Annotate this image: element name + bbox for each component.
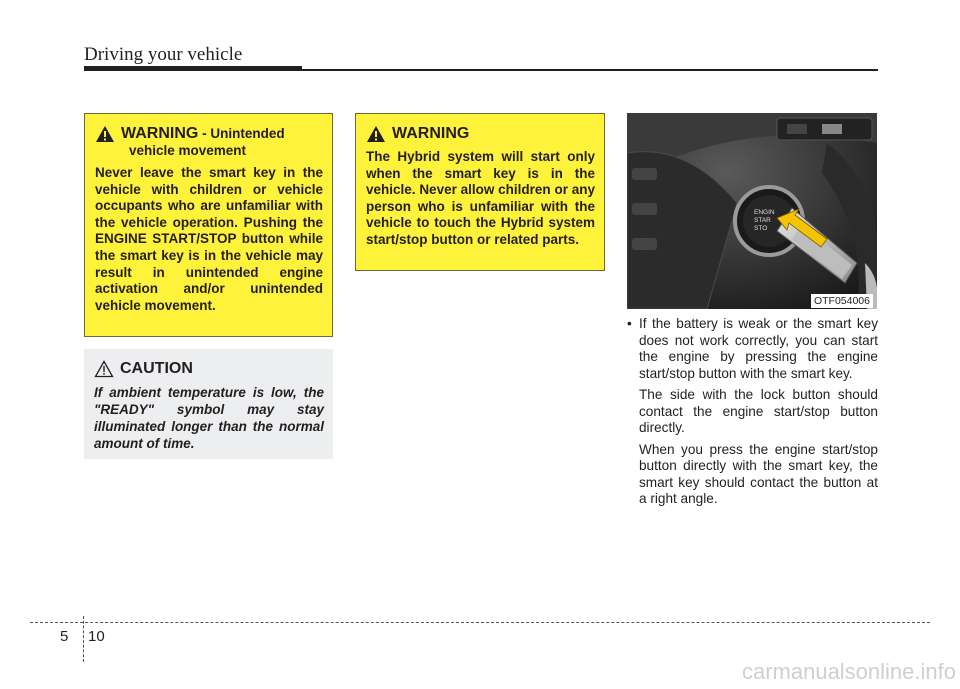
watermark: carmanualsonline.info <box>741 659 956 684</box>
caution-body: If ambient temperature is low, the "READY" symbol may stay illuminated longer than the normal amount of time. <box>94 385 324 451</box>
caution-heading-label: CAUTION <box>120 360 193 377</box>
button-label-1: ENGIN <box>754 209 775 216</box>
section-title: Driving your vehicle <box>84 44 243 65</box>
header-rule-thin <box>302 69 878 71</box>
warning-box-hybrid-system <box>355 113 605 271</box>
warning-heading-cont: vehicle movement <box>129 143 247 158</box>
footer-divider <box>83 616 84 662</box>
instructions <box>627 316 878 508</box>
warning-triangle-icon <box>366 125 386 143</box>
page-number: 10 <box>88 628 105 645</box>
warning-heading-label: WARNING <box>121 125 199 142</box>
chapter-number: 5 <box>60 628 69 645</box>
caution-triangle-icon <box>94 360 114 378</box>
warning-heading-2 <box>366 124 595 143</box>
warning-box-unintended-movement <box>84 113 333 337</box>
warning-heading-label-2: WARNING <box>392 125 470 142</box>
footer-rule <box>30 622 930 623</box>
figure-code: OTF054006 <box>811 294 873 308</box>
warning-body: Never leave the smart key in the vehicle with children or vehicle occupants who are unfamiliar with the vehicle operation. Pushing the ENGINE START/STOP button while the smart key is in the vehicle may result in unintended engine activation and/or unintended vehicle movement. <box>95 165 323 313</box>
warning-body-2: The Hybrid system will start only when the smart key is in the vehicle. Never allow children or any person who is unfamiliar with the vehicle to touch the Hybrid system start/stop button or related parts. <box>366 149 595 247</box>
warning-heading <box>95 124 323 143</box>
caution-heading <box>94 359 324 378</box>
smart-key-start-button-photo <box>627 113 877 309</box>
instruction-para-1: If the battery is weak or the smart key does not work correctly, you can start the engine by pressing the engine start/stop button with the smart key. <box>639 316 878 381</box>
instruction-para-2: The side with the lock button should contact the engine start/stop button directly. <box>639 387 878 435</box>
warning-heading-sub: - Unintended <box>198 126 285 141</box>
button-label-2: STAR <box>754 217 771 224</box>
button-label-3: STO <box>754 225 768 232</box>
instruction-para-3: When you press the engine start/stop button directly with the smart key, the smart key should contact the button at a right angle. <box>639 441 878 506</box>
warning-triangle-icon <box>95 125 115 143</box>
instruction-bullet <box>627 316 878 382</box>
caution-box <box>84 349 333 459</box>
dashboard-illustration <box>627 113 877 309</box>
bullet-icon: • <box>627 316 632 331</box>
header-rule <box>84 66 302 71</box>
